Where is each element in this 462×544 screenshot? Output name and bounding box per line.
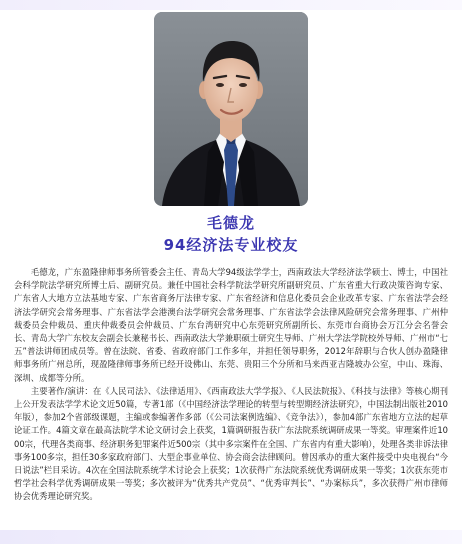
bio-paragraph: 主要著作/演讲：在《人民司法》、《法律适用》、《西南政法大学学报》、《人民法院报》、《科技与法律》等核心期刊上公开发表法学学术论文近50篇，专著1部（《中国经济法学理论的转型与转型期经济法研究》，中国法制出版社2010年版），参加2个省部级课题，主编或参编著作多部（《公司法案例选编》、《竞争法》），参加4部广东省地方立法的起草论证工作。4篇文章在最高法院学术论文研讨会上获奖，1篇调研报告获广东法院系统调研成果一等奖。审理案件近1000宗，代理各类商事、经济职务犯罪案件近500宗（其中多宗案件在全国、广东省内有重大影响），处理各类非诉法律事务100多宗，担任30多家政府部门、大型企事业单位、协会商会法律顾问。曾因承办的重大案件接受中央电视台“今日说法”栏目采访。4次在全国法院系统学术讨论会上获奖；1次获得广东法院系统优秀调研成果一等奖；1次获东莞市哲学社会科学优秀调研成果一等奖；多次被评为“优秀共产党员”、“优秀审判长”、“办案标兵”，多次获得广州市律师协会优秀理论研究奖。 <box>14 385 448 502</box>
top-decorative-band <box>0 0 462 10</box>
bio-paragraph: 毛德龙，广东盈隆律师事务所管委会主任、青岛大学94级法学学士，西南政法大学经济法学硕士、博士，中国社会科学院法学研究所博士后、副研究员。兼任中国社会科学院法学研究所副研究员、广东省重大行政决策咨询专家、广东省人大地方立法基地专家、广东省商务厅法律专家、广东省经济和信息化委员会企业改革专家、广东省法学会经济法学研究会常务理事、广东省法学会港澳台法学研究会常务理事、广东省法学会法律风险研究会常务理事、广州仲裁委员会仲裁员、重庆仲裁委员会仲裁员、广东台湾研究中心东莞研究所副所长、东莞市台商协会万江分会名誉会长、青岛大学广东校友会副会长兼秘书长、西南政法大学兼职硕士研究生导师、广州大学法学院校外导师、广州市“七五”普法讲师团成员等。曾在法院、省委、省政府部门工作多年，并担任领导职务，2012年辞职与合伙人创办盈隆律师事务所广州总所，现盈隆律师事务所已经开设佛山、东莞、贵阳三个分所和马来西亚吉隆坡办公室，中山、珠海、深圳、成都等分所。 <box>14 267 448 383</box>
portrait-photo <box>154 12 308 206</box>
portrait-illustration <box>154 12 308 206</box>
person-name: 毛德龙 <box>206 214 255 232</box>
alumni-subtitle: 94经济法专业校友 <box>163 236 299 254</box>
bottom-decorative-band <box>0 530 462 544</box>
biography-text <box>14 266 448 504</box>
